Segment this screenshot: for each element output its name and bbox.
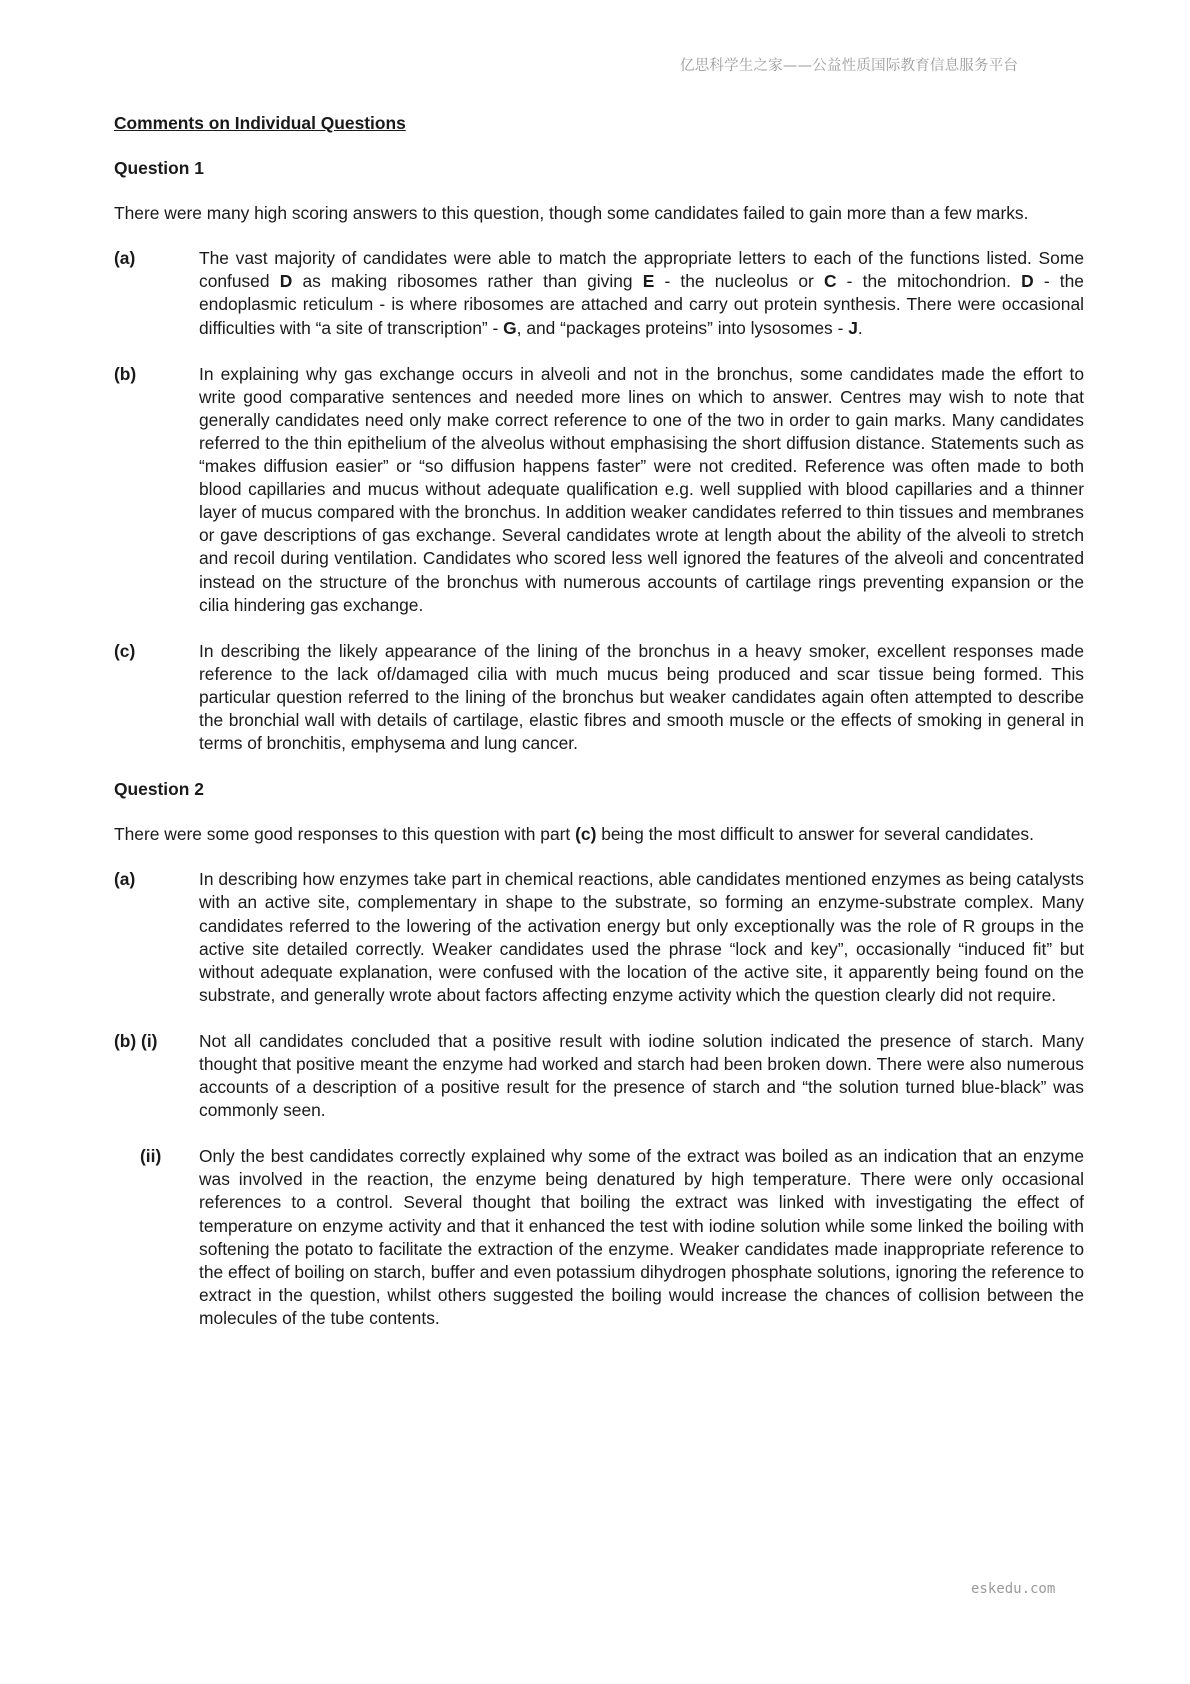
footer-watermark: eskedu.com: [971, 1581, 1056, 1597]
question-2-section: [114, 778, 1084, 1330]
question-part: [114, 640, 1084, 755]
bold-term: E: [642, 271, 655, 292]
text-run: In describing the likely appearance of the lining of the bronchus in a heavy smoker, excellent responses made reference to the lack of/damaged cilia with much mucus being produced and scar tissue being formed. This particular question referred to the lining of the bronchus but weaker candidates again often attempted to describe the bronchial wall with details of cartilage, elastic fibres and smooth muscle or the effects of smoking in general in terms of bronchitis, emphysema and lung cancer.: [199, 640, 1084, 754]
text-run: .: [857, 317, 863, 338]
question-part: [114, 363, 1084, 617]
part-label: (ii): [140, 1146, 162, 1167]
text-run: In describing how enzymes take part in chemical reactions, able candidates mentioned enzymes as being catalysts with an active site, complementary in shape to the substrate, so forming an enzyme-substrate complex. Many candidates referred to the lowering of the activation energy but only exceptionally was the role of R groups in the active site detailed correctly. Weaker candidates used the phrase “lock and key”, occasionally “induced fit” but without adequate explanation, were confused with the location of the active site, it apparently being found on the substrate, and generally wrote about factors affecting enzyme activity which the question clearly did not require.: [199, 869, 1084, 1005]
question-intro: There were many high scoring answers to this question, though some candidates failed to gain more than a few marks.: [114, 203, 1029, 224]
part-text: [199, 1145, 1084, 1330]
part-text: [199, 640, 1084, 755]
text-run: - the nucleolus or: [654, 271, 824, 292]
question-heading: Question 2: [114, 779, 204, 800]
part-label: (c): [114, 640, 136, 661]
part-text: [199, 868, 1084, 1007]
bold-term: C: [823, 271, 837, 292]
question-part: [114, 1145, 1084, 1330]
part-text: [199, 363, 1084, 617]
text-run: as making ribosomes rather than giving: [292, 271, 643, 292]
question-intro: [114, 823, 1084, 846]
question-part: [114, 868, 1084, 1007]
part-text: [199, 1030, 1084, 1122]
question-heading: Question 1: [114, 158, 204, 179]
bold-term: J: [848, 317, 858, 338]
text-run: The vast majority of candidates were able to match the appropriate letters to each of the functions listed. Some confused: [199, 248, 1084, 292]
part-label: (a): [114, 248, 136, 269]
text-run: , and “packages proteins” into lysosomes -: [516, 317, 849, 338]
text-run: Not all candidates concluded that a positive result with iodine solution indicated the presence of starch. Many thought that positive meant the enzyme had worked and starch had been broken down. There were also numerous accounts of a description of a positive result for the presence of starch and “the solution turned blue-black” was commonly seen.: [199, 1030, 1084, 1121]
bold-term: D: [1021, 271, 1034, 292]
bold-term: G: [503, 317, 517, 338]
part-label: (b): [114, 363, 137, 384]
part-label: (a): [114, 869, 136, 890]
text-run: In explaining why gas exchange occurs in alveoli and not in the bronchus, some candidates made the effort to write good comparative sentences and needed more lines on which to answer. Centres may wish to note that generally candidates need only make correct reference to one of the two in order to gain marks. Many candidates referred to the thin epithelium of the alveolus without emphasising the short diffusion distance. Statements such as “makes diffusion easier” or “so diffusion happens faster” were not credited. Reference was often made to both blood capillaries and mucus without adequate qualification e.g. well supplied with blood capillaries and a thinner layer of mucus compared with the bronchus. In addition weaker candidates referred to thin tissues and membranes or gave descriptions of gas exchange. Several candidates wrote at length about the ability of the alveoli to stretch and recoil during ventilation. Candidates who scored less well ignored the features of the alveoli and concentrated instead on the structure of the bronchus with numerous accounts of cartilage rings preventing expansion or the cilia hindering gas exchange.: [199, 363, 1084, 615]
text-run: - the mitochondrion.: [836, 271, 1022, 292]
page-title: Comments on Individual Questions: [114, 113, 406, 133]
text-run: being the most difficult to answer for several candidates.: [596, 824, 1034, 845]
bold-term: (c): [575, 824, 597, 845]
text-run: Only the best candidates correctly explained why some of the extract was boiled as an indication that an enzyme was involved in the reaction, the enzyme being denatured by high temperature. There were only occasional references to a control. Several thought that boiling the extract was linked with investigating the effect of temperature on enzyme activity and that it enhanced the test with iodine solution while some linked the boiling with softening the potato to facilitate the extraction of the enzyme. Weaker candidates made inappropriate reference to the effect of boiling on starch, buffer and even potassium dihydrogen phosphate solutions, ignoring the reference to extract in the question, whilst others suggested the boiling would increase the chances of collision between the molecules of the tube contents.: [199, 1146, 1084, 1328]
question-part: [114, 247, 1084, 339]
part-text: [199, 247, 1084, 339]
question-1-section: [114, 157, 1084, 755]
question-part: [114, 1030, 1084, 1122]
part-label: (b) (i): [114, 1030, 158, 1051]
text-run: - the endoplasmic reticulum - is where ribosomes are attached and carry out protein synthesis. There were occasional difficulties with “a site of transcription” -: [199, 271, 1084, 338]
document-body: [114, 112, 1084, 1353]
header-watermark: 亿思科学生之家——公益性质国际教育信息服务平台: [680, 58, 1019, 74]
text-run: There were some good responses to this question with part: [114, 824, 576, 845]
bold-term: D: [279, 271, 293, 292]
